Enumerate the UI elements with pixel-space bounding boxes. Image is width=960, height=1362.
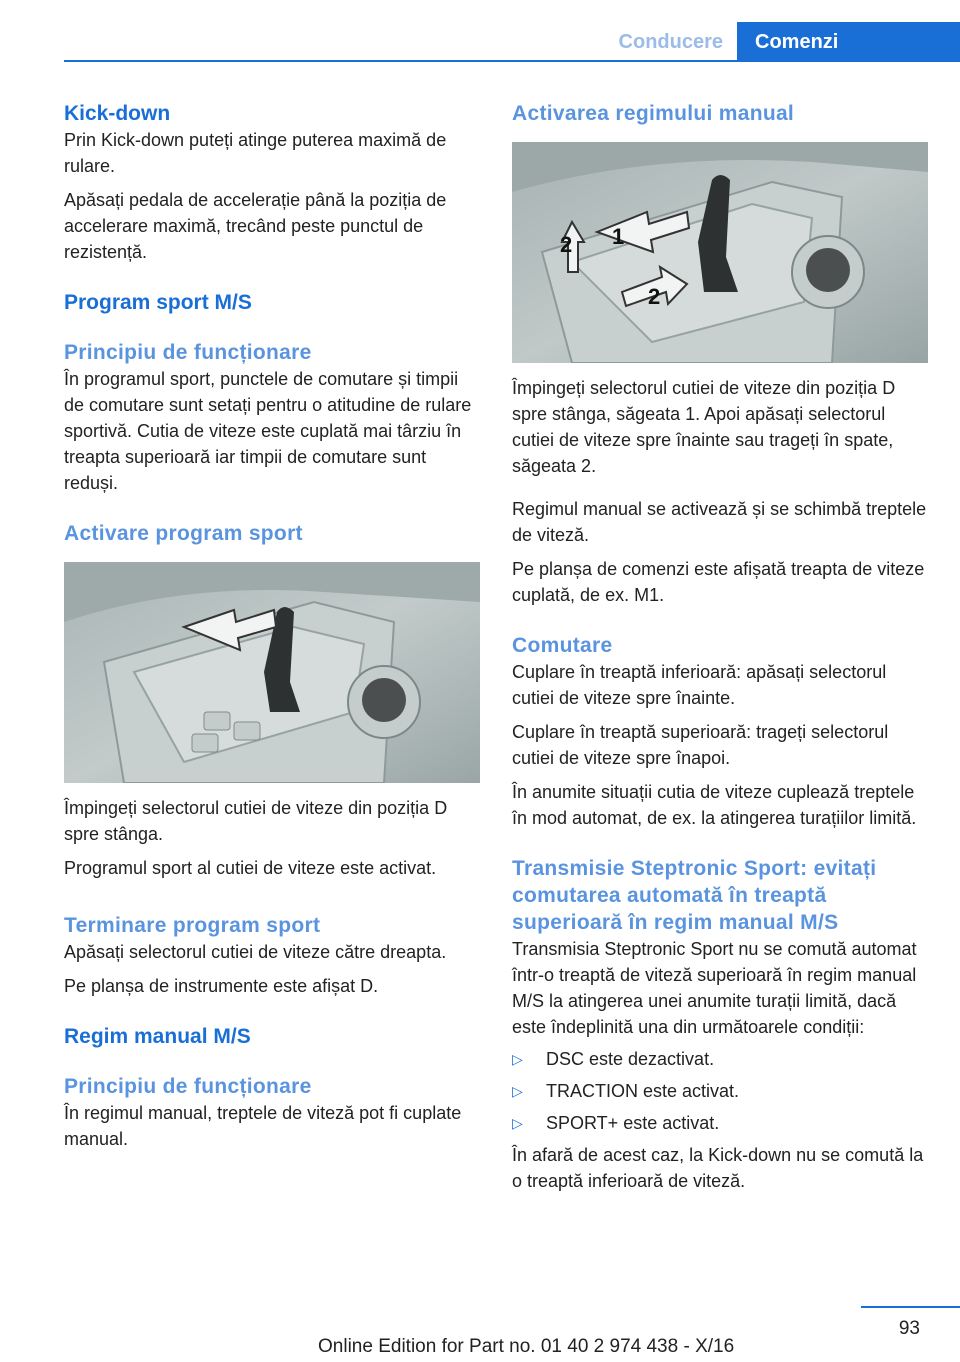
manual-selector-figure <box>512 142 928 363</box>
end-sport-text-2: Pe planșa de instrumente este afișat D. <box>64 976 379 996</box>
conditions-list <box>512 1046 928 1136</box>
triangle-bullet-icon: ▷ <box>512 1115 523 1131</box>
arrow-1-label: 1 <box>612 224 625 249</box>
triangle-bullet-icon: ▷ <box>512 1051 523 1067</box>
activate-sport-text-1: Împingeți selectorul cutiei de viteze din poziția D spre stânga. <box>64 798 448 844</box>
arrow-2-label-top: 2 <box>560 232 573 257</box>
list-item: ▷ SPORT+ este activat. <box>512 1110 928 1136</box>
switch-text-2: Cuplare în treaptă superioară: trageți selectorul cutiei de viteze spre înapoi. <box>512 722 889 768</box>
steptronic-text-2: În afară de acest caz, la Kick-down nu se comută la o treaptă inferioară de viteză. <box>512 1145 924 1191</box>
steptronic-heading: Transmisie Steptronic Sport: evitați comutarea automată în treaptă superioară în regim manual M/S <box>512 857 877 934</box>
end-sport-heading: Terminare program sport <box>64 914 321 937</box>
manual-activate-text-1: Împingeți selectorul cutiei de viteze din poziția D spre stânga, săgeata 1. Apoi apăsați selectorul cutiei de viteze spre înainte sau trageți în spate, săgeata 2. <box>512 378 896 476</box>
section-tab[interactable]: Conducere <box>618 31 723 53</box>
left-column <box>64 100 480 1152</box>
right-column <box>512 100 928 1194</box>
activate-sport-heading: Activare program sport <box>64 522 303 545</box>
switch-text-1: Cuplare în treaptă inferioară: apăsați selectorul cutiei de viteze spre înainte. <box>512 662 887 708</box>
list-item: ▷ TRACTION este activat. <box>512 1078 928 1104</box>
activate-sport-text-2: Programul sport al cutiei de viteze este activat. <box>64 858 437 878</box>
manual-activate-heading: Activarea regimului manual <box>512 102 795 125</box>
manual-principle-heading: Principiu de funcționare <box>64 1075 312 1098</box>
page-number: 93 <box>898 1318 920 1339</box>
steptronic-text-1: Transmisia Steptronic Sport nu se comută automat într-o treaptă de viteză superioară în regim manual M/S la atingerea unei anumite turații limită, dacă este îndeplinită una din următoarele condiții: <box>512 939 917 1037</box>
manual-activate-text-3: Pe planșa de comenzi este afișată treapta de viteze cuplată, de ex. M1. <box>512 559 925 605</box>
switch-text-3: În anumite situații cutia de viteze cuplează treptele în mod automat, de ex. la atingerea turațiilor limită. <box>512 782 917 828</box>
kickdown-text-2: Apăsați pedala de accelerație până la poziția de accelerare maximă, trecând peste punctul de rezistență. <box>64 190 447 262</box>
sport-selector-figure <box>64 562 480 783</box>
manual-mode-heading: Regim manual M/S <box>64 1025 251 1048</box>
list-item: ▷ DSC este dezactivat. <box>512 1046 928 1072</box>
end-sport-text-1: Apăsați selectorul cutiei de viteze către dreapta. <box>64 942 447 962</box>
kickdown-text-1: Prin Kick-down puteți atinge puterea maximă de rulare. <box>64 130 447 176</box>
arrow-2-label-bottom: 2 <box>648 284 661 309</box>
triangle-bullet-icon: ▷ <box>512 1083 523 1099</box>
edition-footer: Online Edition for Part no. 01 40 2 974 438 - X/16 <box>318 1336 735 1357</box>
header-tabs <box>619 22 960 62</box>
sport-program-heading: Program sport M/S <box>64 291 252 314</box>
chapter-tab[interactable]: Comenzi <box>737 22 960 62</box>
manual-activate-text-2: Regimul manual se activează și se schimbă treptele de viteză. <box>512 499 927 545</box>
manual-principle-text: În regimul manual, treptele de viteză pot fi cuplate manual. <box>64 1103 462 1149</box>
switch-heading: Comutare <box>512 634 613 657</box>
sport-principle-text: În programul sport, punctele de comutare și timpii de comutare sunt setați pentru o atitudine de rulare sportivă. Cutia de viteze este cuplată mai târziu în treapta superioară iar timpii de comutare sunt reduși. <box>64 369 472 493</box>
header-rule <box>64 60 737 62</box>
sport-principle-heading: Principiu de funcționare <box>64 341 312 364</box>
footer-rule <box>861 1306 960 1308</box>
kickdown-heading: Kick-down <box>64 102 171 125</box>
